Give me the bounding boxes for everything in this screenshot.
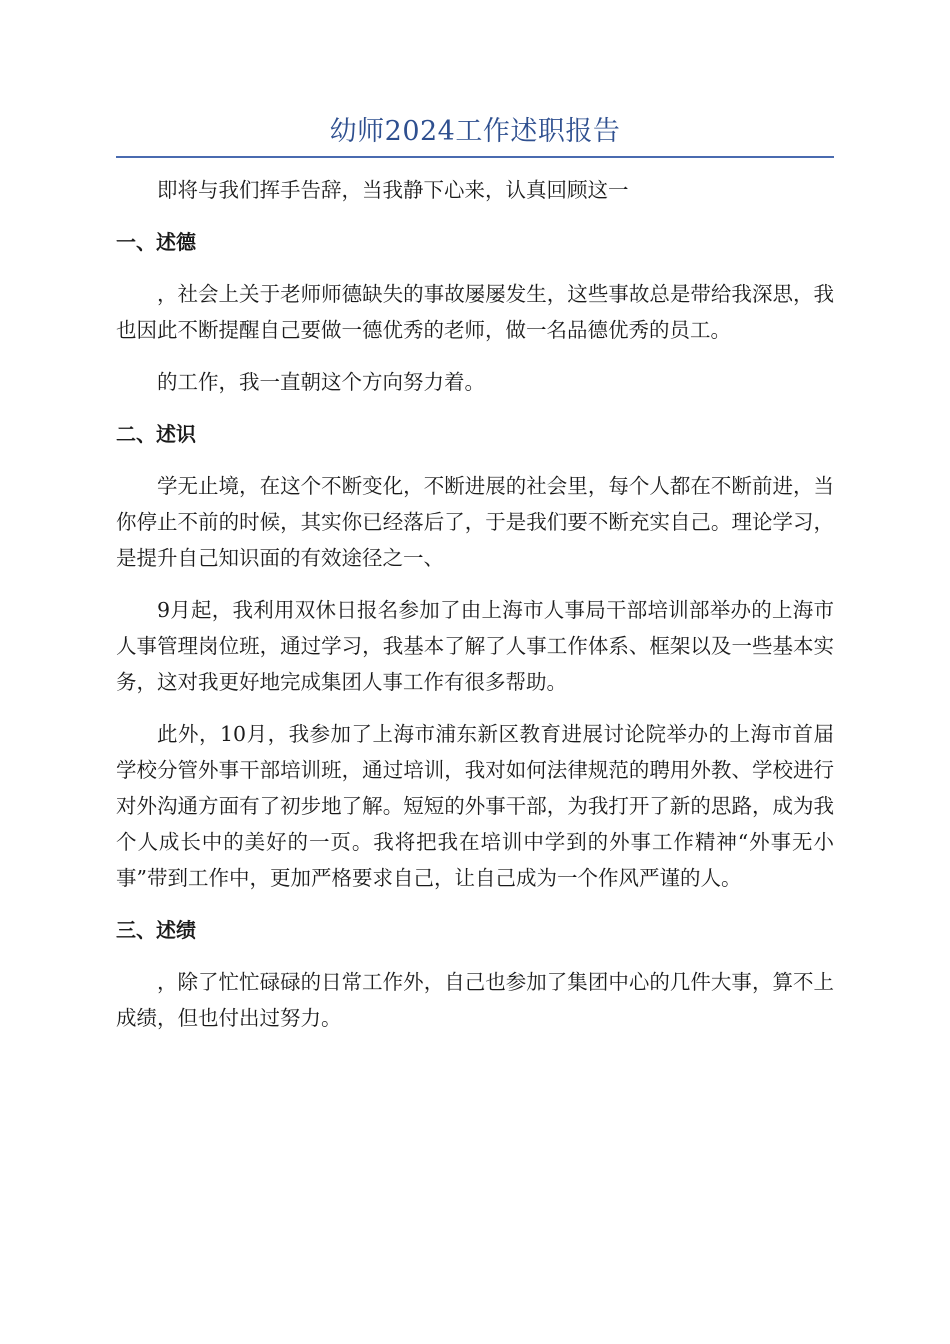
section-paragraph: 学无止境，在这个不断变化，不断进展的社会里，每个人都在不断前进，当你停止不前的时候，其实你已经落后了，于是我们要不断充实自己。理论学习，是提升自己知识面的有效途径之一、 [116,474,834,570]
intro-paragraph: 即将与我们挥手告辞，当我静下心来，认真回顾这一 [157,178,629,202]
document-page [116,110,834,1052]
section-heading-knowledge: 二、述识 [116,422,196,446]
section-paragraph: 9月起，我利用双休日报名参加了由上海市人事局干部培训部举办的上海市人事管理岗位班，通过学习，我基本了解了人事工作体系、框架以及一些基本实务，这对我更好地完成集团人事工作有很多帮助。 [116,598,834,694]
document-title: 幼师2024工作述职报告 [329,116,621,147]
section-paragraph: ，社会上关于老师师德缺失的事故屡屡发生，这些事故总是带给我深思，我也因此不断提醒自己要做一德优秀的老师，做一名品德优秀的员工。 [116,282,834,342]
title-underline [116,156,834,158]
section-paragraph: 此外，10月，我参加了上海市浦东新区教育进展讨论院举办的上海市首届学校分管外事干部培训班，通过培训，我对如何法律规范的聘用外教、学校进行对外沟通方面有了初步地了解。短短的外事干部，为我打开了新的思路，成为我个人成长中的美好的一页。我将把我在培训中学到的外事工作精神“外事无小事”带到工作中，更加严格要求自己，让自己成为一个作风严谨的人。 [116,722,834,890]
document-body [116,172,834,1036]
section-heading-achievements: 三、述绩 [116,918,196,942]
section-paragraph: ，除了忙忙碌碌的日常工作外，自己也参加了集团中心的几件大事，算不上成绩，但也付出过努力。 [116,970,834,1030]
section-paragraph: 的工作，我一直朝这个方向努力着。 [157,370,485,394]
section-heading-morality: 一、述德 [116,230,196,254]
